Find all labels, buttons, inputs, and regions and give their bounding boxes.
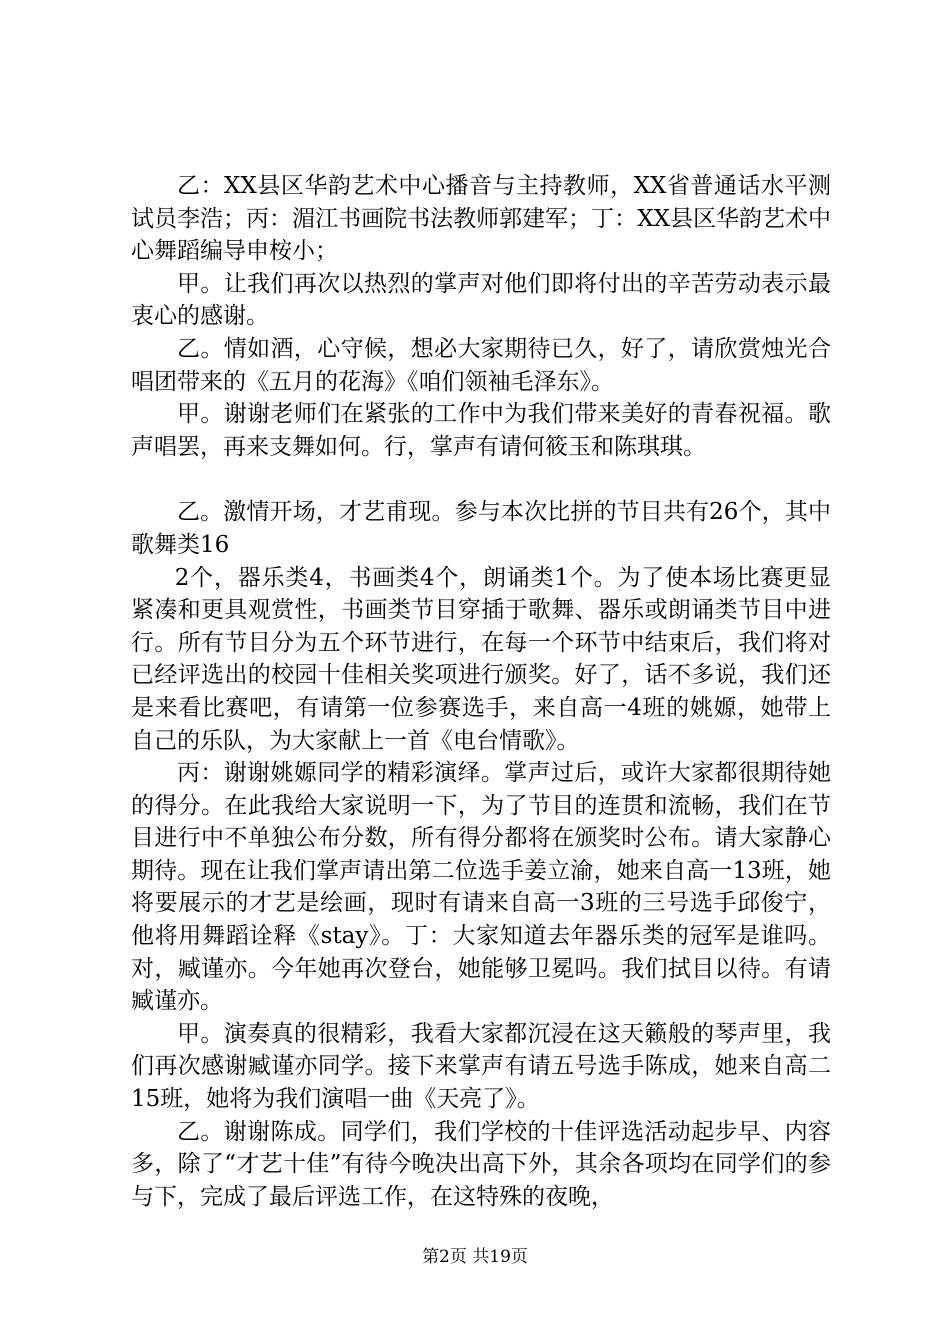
page-number-footer: 第2页 共19页 [422,1247,528,1267]
paragraph-6: 2个，器乐类4，书画类4个，朗诵类1个。为了使本场比赛更显紧凑和更具观赏性，书画类节目穿插于歌舞、器乐或朗诵类节目中进行。所有节目分为五个环节进行，在每一个环节中结束后，我们将对已经评选出的校园十佳相关奖项进行颁奖。好了，话不多说，我们还是来看比赛吧，有请第一位参赛选手，来自高一4班的姚嫄，她带上自己的乐队，为大家献上一首《电台情歌》。 [131,564,831,754]
paragraph-1: 乙：XX县区华韵艺术中心播音与主持教师，XX省普通话水平测试员李浩；丙：湄江书画院书法教师郭建军；丁：XX县区华韵艺术中心舞蹈编导申桉小； [131,173,831,265]
paragraph-9: 乙。谢谢陈成。同学们，我们学校的十佳评选活动起步早、内容多，除了“才艺十佳”有待今晚决出高下外，其余各项均在同学们的参与下，完成了最后评选工作，在这特殊的夜晚， [131,1118,831,1210]
paragraph-8: 甲。演奏真的很精彩，我看大家都沉浸在这天籁般的琴声里，我们再次感谢臧谨亦同学。接下来掌声有请五号选手陈成，她来自高二15班，她将为我们演唱一曲《天亮了》。 [131,1020,831,1113]
paragraph-7: 丙：谢谢姚嫄同学的精彩演绎。掌声过后，或许大家都很期待她的得分。在此我给大家说明一下，为了节目的连贯和流畅，我们在节目进行中不单独公布分数，所有得分都将在颁奖时公布。请大家静心期待。现在让我们掌声请出第二位选手姜立渝，她来自高一13班，她将要展示的才艺是绘画，现时有请来自高一3班的三号选手邱俊宁，他将用舞蹈诠释《stay》。丁：大家知道去年器乐类的冠军是谁吗。对，臧谨亦。今年她再次登台，她能够卫冕吗。我们拭目以待。有请臧谨亦。 [131,760,831,1015]
paragraph-4: 甲。谢谢老师们在紧张的工作中为我们带来美好的青春祝福。歌声唱罢，再来支舞如何。行，掌声有请何筱玉和陈琪琪。 [131,401,831,460]
paragraph-3: 乙。情如酒，心守候，想必大家期待已久，好了，请欣赏烛光合唱团带来的《五月的花海》《咱们领袖毛泽东》。 [131,335,831,395]
paragraph-2: 甲。让我们再次以热烈的掌声对他们即将付出的辛苦劳动表示最衷心的感谢。 [131,270,831,330]
paragraph-5: 乙。激情开场，才艺甫现。参与本次比拼的节目共有26个，其中歌舞类16 [131,499,831,558]
document-body [131,170,831,1213]
